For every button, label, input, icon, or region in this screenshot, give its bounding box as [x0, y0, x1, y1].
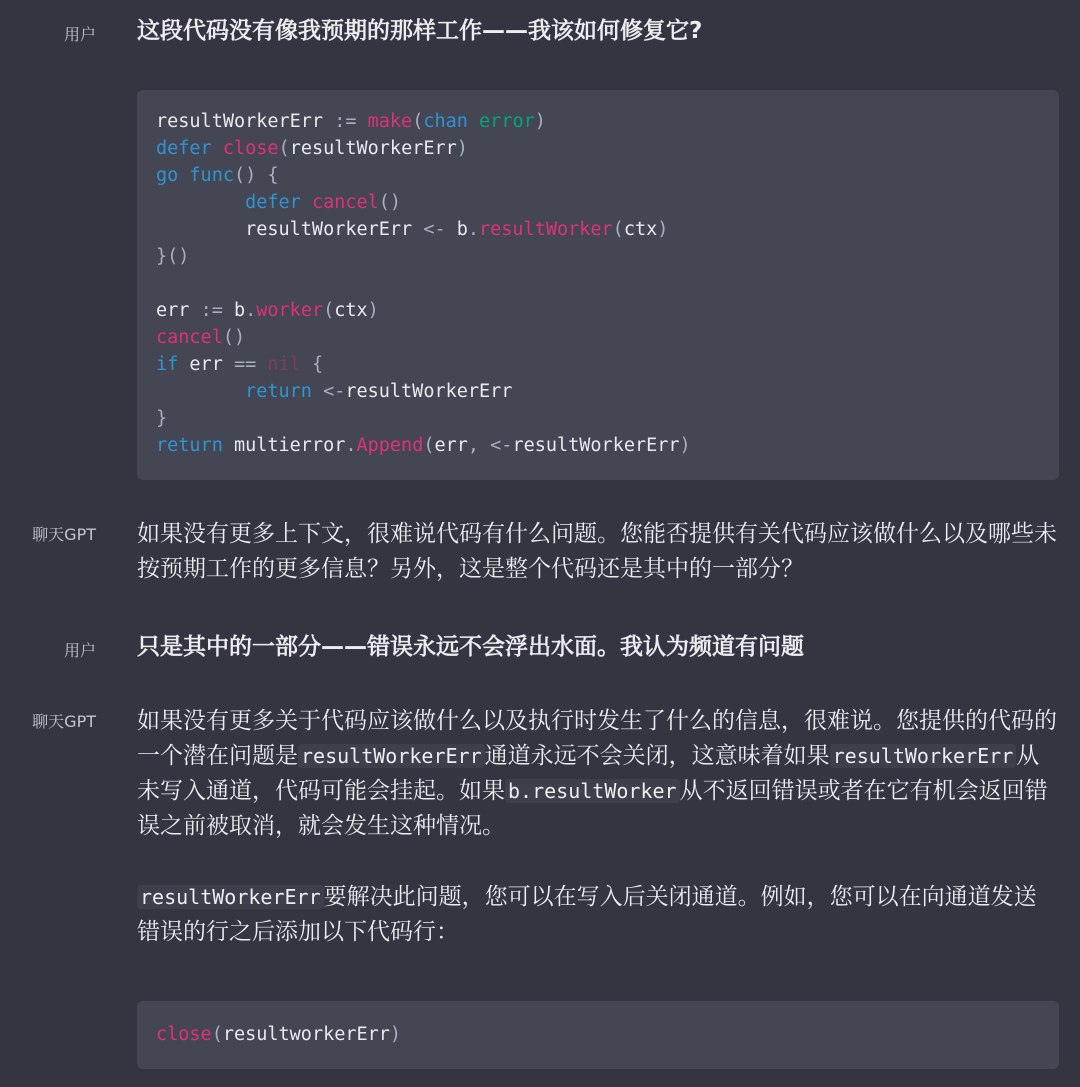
code-token: chan: [423, 111, 468, 132]
code-token: return: [245, 381, 312, 402]
code-token: :=: [200, 300, 223, 321]
code-token: }(): [156, 246, 190, 267]
code-token: (: [612, 219, 624, 240]
code-line-5: [156, 219, 668, 240]
code-token: [357, 111, 368, 132]
code-token: resultWorker: [479, 219, 613, 240]
code-token: if: [156, 354, 179, 375]
code-token: :=: [334, 111, 357, 132]
code-token: [178, 165, 189, 186]
text-segment: 要解决此问题，您可以在写入后关闭通道。例如，您可以在向通道发送错误的行之后添加以下代码行：: [137, 884, 1037, 945]
code-token: ): [367, 300, 379, 321]
code-token: [468, 111, 479, 132]
code-token: [301, 192, 312, 213]
user-message-1: 这段代码没有像我预期的那样工作——我该如何修复它?: [137, 18, 703, 44]
code-token: [312, 381, 323, 402]
inline-code: resultWorkerErr: [830, 744, 1017, 768]
code-token: ): [534, 111, 546, 132]
code-token: cancel: [311, 192, 379, 213]
code-line-8: [156, 300, 379, 321]
assistant-paragraph-1: [137, 704, 1057, 844]
assistant-role-label: 聊天GPT: [32, 712, 96, 731]
code-token: cancel: [156, 327, 223, 348]
code-token: (): [222, 327, 246, 348]
user-message-2: 只是其中的一部分——错误永远不会浮出水面。我认为频道有问题: [137, 634, 804, 660]
inline-code: resultWorkerErr: [298, 744, 485, 768]
code-token: [479, 435, 490, 456]
code-token: b: [445, 219, 468, 240]
code-line-6: [156, 246, 189, 267]
code-token: resultWorkerErr: [289, 138, 457, 159]
code-token: resultWorkerErr: [156, 111, 335, 132]
code-token: nil: [267, 354, 301, 375]
code-token: {: [311, 354, 324, 375]
assistant-paragraph-2: [137, 880, 1057, 950]
assistant-message-1: 如果没有更多上下文，很难说代码有什么问题。您能否提供有关代码应该做什么以及哪些未按预期工作的更多信息？另外，这是整个代码还是其中的一部分？: [137, 521, 1057, 582]
inline-code: resultWorkerErr: [137, 885, 324, 909]
code-line-12: [156, 408, 167, 429]
code-token: [256, 354, 267, 375]
assistant-message-2: [137, 704, 1057, 950]
code-content-1: [156, 108, 1059, 459]
code-token: }: [156, 408, 168, 429]
code-token: close: [156, 1024, 212, 1045]
code-token: func: [189, 165, 234, 186]
code-token: (: [412, 111, 424, 132]
assistant-role-label: 聊天GPT: [32, 525, 96, 544]
code-token: (: [211, 1024, 223, 1045]
code-token: defer: [245, 192, 301, 213]
code-token: <-: [423, 219, 446, 240]
code-token: .: [345, 435, 357, 456]
code-token: close: [222, 138, 279, 159]
code-token: err: [178, 354, 234, 375]
code-line-1: [156, 111, 546, 132]
code-token: [156, 192, 245, 213]
code-token: .: [245, 300, 257, 321]
code-token: <-: [490, 435, 513, 456]
user-role-label: 用户: [63, 25, 96, 44]
code-token: make: [367, 111, 413, 132]
code-block-2: [137, 1001, 1059, 1069]
code-token: ==: [233, 354, 257, 375]
code-line-3: [156, 165, 279, 186]
code-token: ): [389, 1024, 402, 1045]
code-token: resultWorkerErr: [345, 381, 513, 402]
user-role-label: 用户: [63, 641, 96, 660]
code-line-4: [156, 192, 401, 213]
code-token: err: [434, 435, 468, 456]
code-line-13: [156, 435, 691, 456]
code-content-2: [156, 1021, 1059, 1048]
code-token: b: [222, 300, 246, 321]
code-token: <-: [323, 381, 346, 402]
code-line-7: [156, 273, 167, 294]
code-token: resultworkerErr: [222, 1024, 390, 1045]
code-token: resultWorkerErr: [156, 219, 424, 240]
code-line-11: [156, 381, 512, 402]
code-token: [212, 138, 223, 159]
code-token: ): [657, 219, 669, 240]
code-token: defer: [156, 138, 212, 159]
code-token: ): [679, 435, 691, 456]
code-token: return: [156, 435, 223, 456]
code-token: ,: [467, 435, 480, 456]
code-token: (: [278, 138, 290, 159]
code-token: go: [156, 165, 179, 186]
code-token: (): [378, 192, 402, 213]
text-segment: 从未写入通道，代码可能会挂起。如果: [137, 743, 1040, 804]
code-token: multierror: [222, 435, 346, 456]
code-token: [156, 381, 245, 402]
code-token: [301, 354, 312, 375]
code-token: ctx: [623, 219, 658, 240]
code-token: ): [456, 138, 468, 159]
code-token: error: [479, 111, 535, 132]
code-line-2: [156, 138, 468, 159]
code-token: err: [156, 300, 201, 321]
code-token: .: [467, 219, 480, 240]
code-token: resultWorkerErr: [512, 435, 680, 456]
inline-code: b.resultWorker: [505, 779, 680, 803]
text-segment: 如果没有更多关于代码应该做什么以及执行时发生了什么的信息，很难说。您提供的代码的一个潜在问题是: [137, 708, 1057, 769]
code-token: ctx: [334, 300, 368, 321]
code-token: Append: [356, 435, 424, 456]
code-token: (: [423, 435, 435, 456]
text-segment: 通道永远不会关闭，这意味着如果: [484, 743, 830, 769]
code-token: worker: [256, 300, 324, 321]
code-line-10: [156, 354, 323, 375]
code-token: (: [323, 300, 335, 321]
code-block-1: [137, 90, 1059, 480]
code-token: () {: [233, 165, 279, 186]
code-line-9: [156, 327, 245, 348]
text-segment: 从不返回错误或者在它有机会返回错误之前被取消，就会发生这种情况。: [137, 778, 1048, 839]
